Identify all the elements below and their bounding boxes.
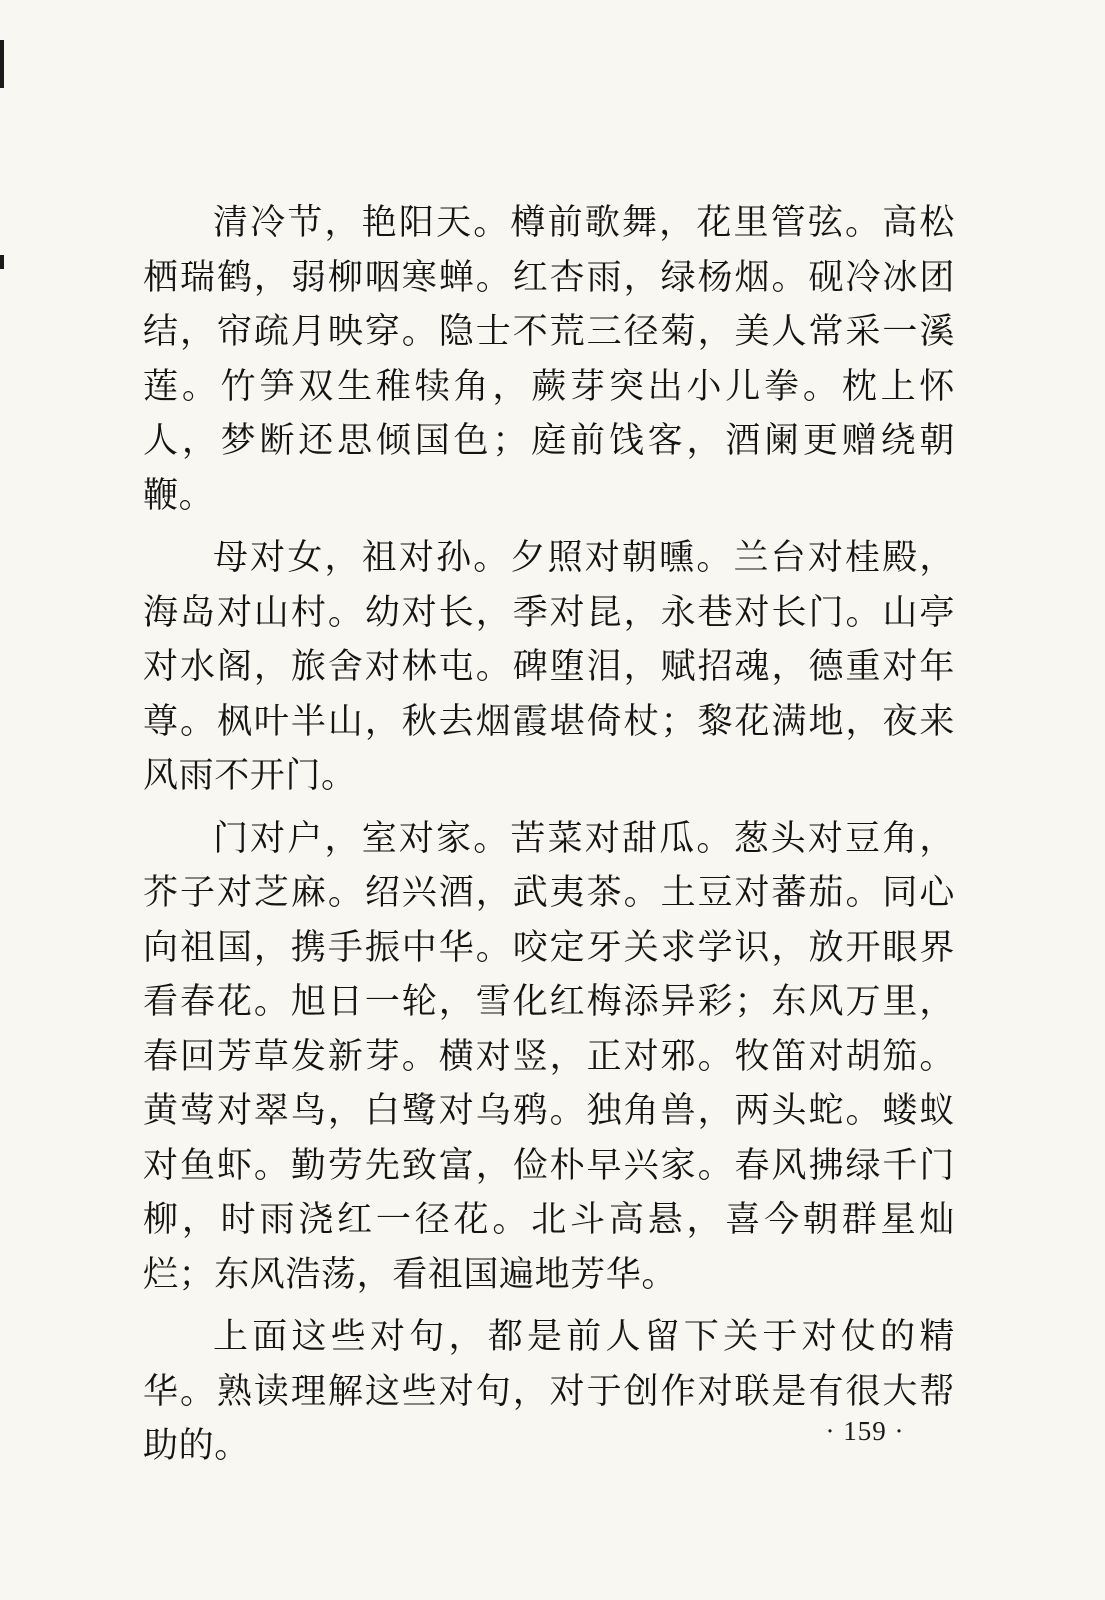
paragraph: 上面这些对句，都是前人留下关于对仗的精华。熟读理解这些对句，对于创作对联是有很大帮助的。 bbox=[143, 1317, 955, 1466]
scan-edge-mark bbox=[0, 40, 4, 88]
page-number: · 159 · bbox=[825, 1416, 905, 1446]
paragraph: 母对女，祖对孙。夕照对朝曛。兰台对桂殿，海岛对山村。幼对长，季对昆，永巷对长门。山亭对水阁，旅舍对林屯。碑堕泪，赋招魂，德重对年尊。枫叶半山，秋去烟霞堪倚杖；黎花满地，夜来风雨不开门。 bbox=[143, 538, 955, 796]
paragraph: 清冷节，艳阳天。樽前歌舞，花里管弦。高松栖瑞鹤，弱柳咽寒蝉。红杏雨，绿杨烟。砚冷冰团结，帘疏月映穿。隐士不荒三径菊，美人常采一溪莲。竹笋双生稚犊角，蕨芽突出小儿拳。枕上怀人，梦断还思倾国色；庭前饯客，酒阑更赠绕朝鞭。 bbox=[143, 203, 955, 516]
scan-edge-mark bbox=[0, 255, 4, 269]
paragraph: 门对户，室对家。苦菜对甜瓜。葱头对豆角，芥子对芝麻。绍兴酒，武夷茶。土豆对蕃茄。同心向祖国，携手振中华。咬定牙关求学识，放开眼界看春花。旭日一轮，雪化红梅添异彩；东风万里，春回芳草发新芽。横对竖，正对邪。牧笛对胡笳。黄莺对翠鸟，白鹭对乌鸦。独角兽，两头蛇。蝼蚁对鱼虾。勤劳先致富，俭朴早兴家。春风拂绿千门柳，时雨浇红一径花。北斗高悬，喜今朝群星灿烂；东风浩荡，看祖国遍地芳华。 bbox=[143, 818, 955, 1295]
body-text bbox=[143, 196, 955, 1474]
